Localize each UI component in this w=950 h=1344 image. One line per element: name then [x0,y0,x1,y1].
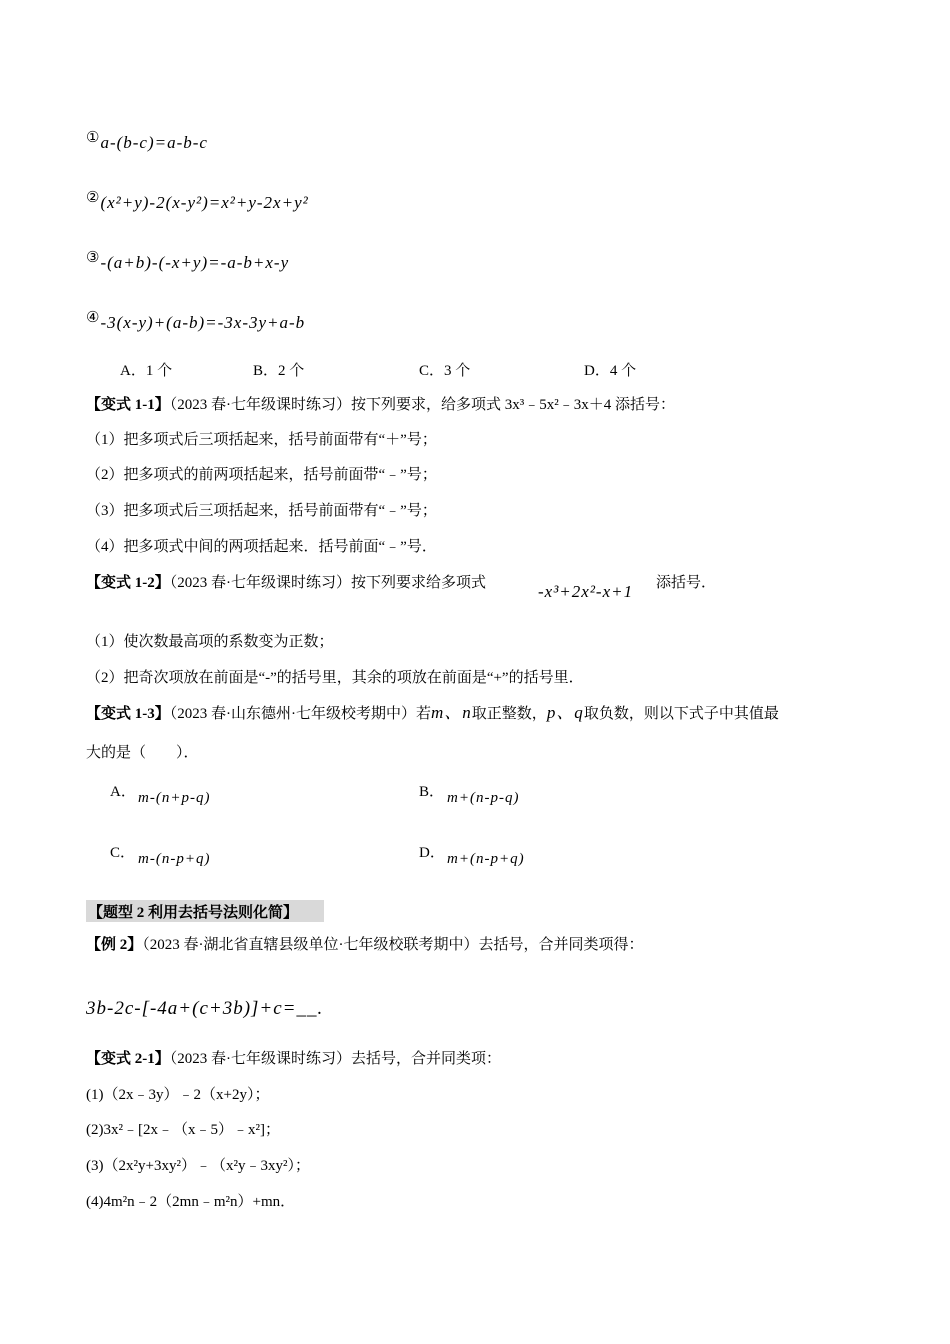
statement-expr: -(a+b)-(-x+y)=-a-b+x-y [100,253,290,272]
statement-expr: a-(b-c)=a-b-c [100,133,208,152]
variant-tag: 【变式 1-2】 [86,575,170,591]
option-b-expr: m+(n-p-q) [447,790,520,806]
statement-marker: ② [86,190,100,206]
statement-expr: -3(x-y)+(a-b)=-3x-3y+a-b [100,313,306,332]
statement-marker: ① [86,130,100,146]
variant-tag: 【变式 1-3】 [86,706,170,722]
option-a-label: A． [110,784,136,800]
variant-1-1-item: （2）把多项式的前两项括起来，括号前面带“﹣”号； [86,467,437,483]
variant-stem: 取负数，则以下式子中其值最 [583,706,779,722]
variant-1-1-item: （3）把多项式后三项括起来，括号前面带有“﹣”号； [86,503,437,519]
statement-2 [86,188,309,214]
variant-source: （2023 春·七年级课时练习） [169,575,351,591]
choice-a: A．1 个 [120,363,173,379]
option-a-expr: m-(n+p-q) [138,790,211,806]
choice-c: C．3 个 [419,363,471,379]
variant-stem: 按下列要求给多项式 [351,575,487,591]
example-2-expr: 3b-2c-[-4a+(c+3b)]+c=__. [86,998,324,1019]
variant-stem: 按下列要求，给多项式 3x³﹣5x²﹣3x＋4 添括号： [351,397,675,413]
variant-stem: 去括号，合并同类项： [351,1051,502,1067]
option-c-expr: m-(n-p+q) [138,851,211,867]
variable-pq: p、q [546,703,584,722]
statement-expr: (x²+y)-2(x-y²)=x²+y-2x+y² [100,193,309,212]
variant-1-1-item: （4）把多项式中间的两项括起来．括号前面“﹣”号． [86,539,437,555]
statement-3 [86,248,289,274]
variant-1-2-stem-end: 添括号． [656,575,717,591]
variant-1-2-expr-line [538,582,633,603]
variant-tag: 【变式 2-1】 [86,1051,170,1067]
variable-mn: m、n [431,703,472,722]
statement-4 [86,308,305,334]
choice-d: D．4 个 [584,363,637,379]
example-source: （2023 春·湖北省直辖县级单位·七年级校联考期中） [142,937,479,953]
variant-source: （2023 春·七年级课时练习） [169,397,351,413]
variant-2-1 [86,1049,501,1069]
variant-source: （2023 春·山东德州·七年级校考期中） [169,706,416,722]
example-stem: 去括号，合并同类项得： [478,937,644,953]
statement-1 [86,128,208,154]
variant-source: （2023 春·七年级课时练习） [169,1051,351,1067]
variant-2-1-item: (2)3x²﹣[2x﹣（x﹣5）﹣x²]； [86,1122,280,1138]
statement-marker: ③ [86,250,100,266]
variant-1-3 [86,703,779,724]
variant-1-1-item: （1）把多项式后三项括起来，括号前面带有“＋”号； [86,432,437,448]
variant-1-2-item: （2）把奇次项放在前面是“-”的括号里，其余的项放在前面是“+”的括号里． [86,670,584,686]
variant-2-1-item: (3)（2x²y+3xy²）﹣（x²y﹣3xy²）； [86,1158,310,1174]
option-d-expr: m+(n-p+q) [447,851,525,867]
example-tag: 【例 2】 [86,937,143,953]
variant-tag: 【变式 1-1】 [86,397,170,413]
polynomial-expr: -x³+2x²-x+1 [538,582,634,601]
variant-1-2-item: （1）使次数最高项的系数变为正数； [86,634,334,650]
variant-1-2 [86,573,486,593]
variant-1-1 [86,395,675,415]
variant-2-1-item: (1)（2x﹣3y）﹣2（x+2y）； [86,1087,270,1103]
variant-1-3-stem-cont: 大的是（ ）． [86,745,199,761]
variant-2-1-item: (4)4m²n﹣2（2mn﹣m²n）+mn． [86,1194,296,1210]
option-b-label: B． [419,784,445,800]
example-2 [86,935,644,955]
option-c-label: C． [110,845,136,861]
variant-stem: 若 [416,706,432,722]
option-d-label: D． [419,845,445,861]
section-heading: 【题型 2 利用去括号法则化简】 [88,905,299,921]
statement-marker: ④ [86,310,100,326]
choice-b: B．2 个 [253,363,305,379]
variant-stem: 取正整数， [471,706,547,722]
